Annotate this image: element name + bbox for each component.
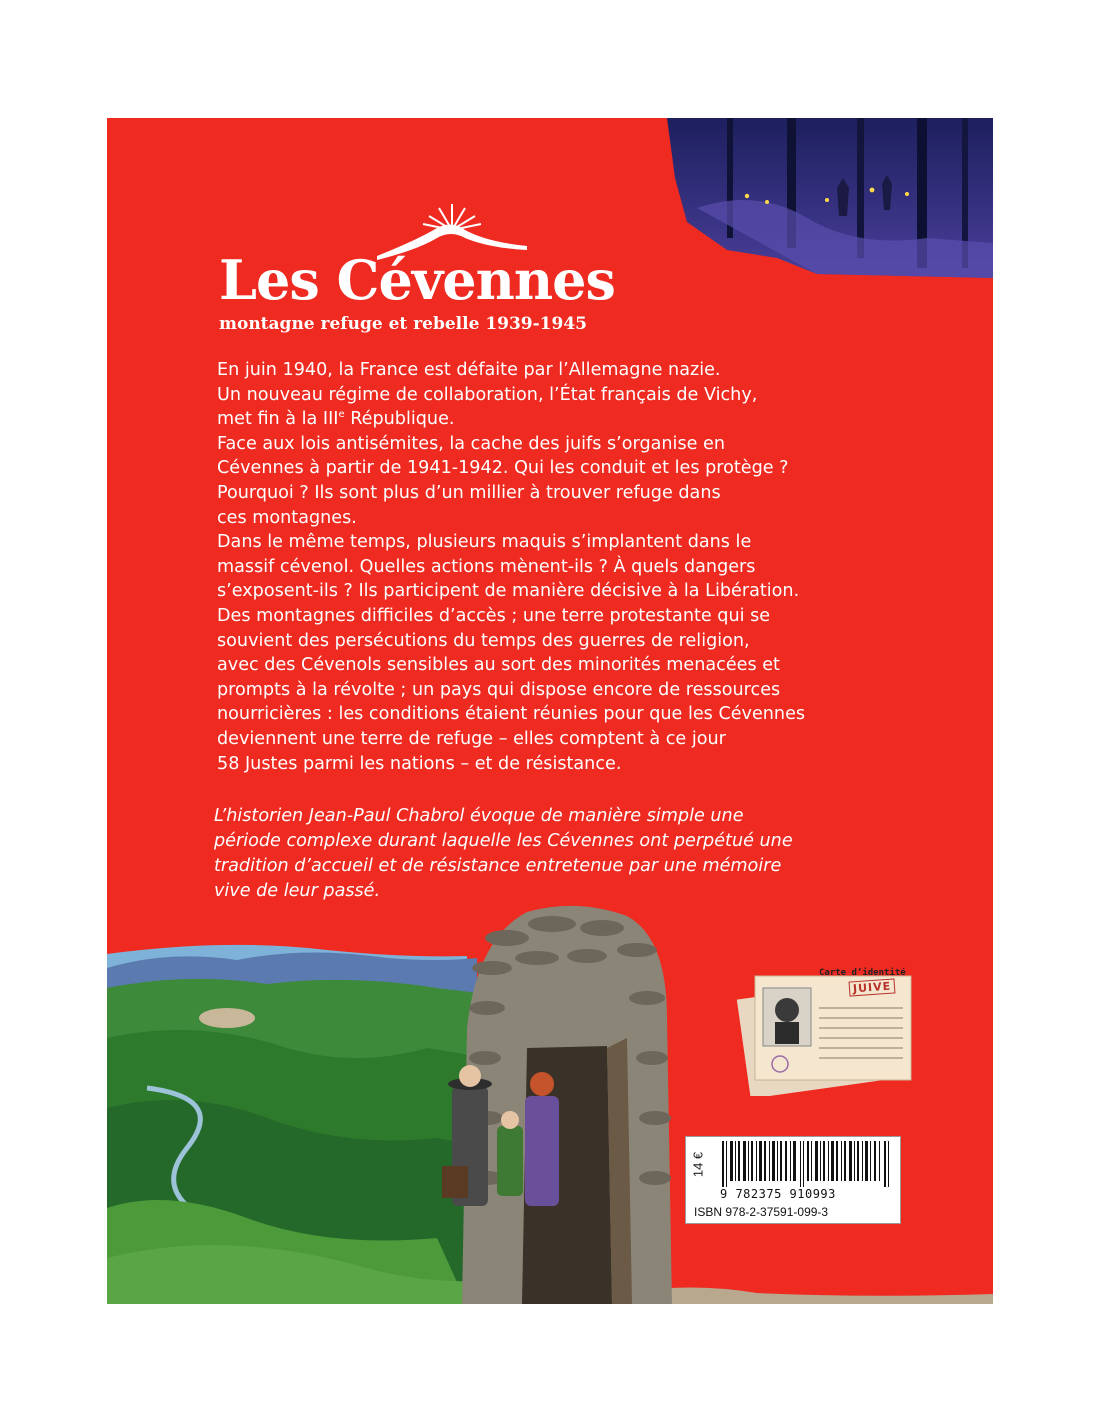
barcode-digits: 9 782375 910993 (720, 1187, 836, 1201)
summary-line: souvient des persécutions du temps des guerres de religion, (217, 630, 750, 651)
summary-line: prompts à la révolte ; un pays qui dispose encore de ressources (217, 679, 781, 700)
barcode-icon (720, 1141, 894, 1187)
summary-line: Des montagnes difficiles d’accès ; une terre protestante qui se (217, 605, 771, 626)
summary-line: massif cévenol. Quelles actions mènent-ils ? À quels dangers (217, 556, 756, 577)
barcode-panel (685, 1136, 901, 1224)
summary-line: Pourquoi ? Ils sont plus d’un millier à trouver refuge dans (217, 482, 721, 503)
summary-line: deviennent une terre de refuge – elles comptent à ce jour (217, 728, 726, 749)
summary-line: Face aux lois antisémites, la cache des juifs s’organise en (217, 433, 726, 454)
author-line: vive de leur passé. (214, 881, 381, 901)
summary-line: Cévennes à partir de 1941-1942. Qui les conduit et les protège ? (217, 458, 789, 479)
id-card-stamp: JUIVE (849, 978, 896, 996)
id-card-title: Carte d’identité (819, 968, 906, 978)
summary-line: En juin 1940, la France est défaite par l’Allemagne nazie. (217, 360, 721, 380)
night-forest-illustration (667, 118, 993, 278)
cevennes-landscape-illustration (107, 898, 993, 1304)
summary-line: s’exposent-ils ? Ils participent de manière décisive à la Libération. (217, 581, 800, 602)
summary-line: 58 Justes parmi les nations – et de résistance. (217, 753, 622, 774)
author-line: tradition d’accueil et de résistance entretenue par une mémoire (214, 856, 782, 876)
summary-line: Un nouveau régime de collaboration, l’État français de Vichy, (217, 384, 758, 405)
summary-line: Dans le même temps, plusieurs maquis s’implantent dans le (217, 532, 752, 553)
author-line: période complexe durant laquelle les Cévennes ont perpétué une (214, 831, 793, 851)
summary-line: ces montagnes. (217, 507, 357, 528)
summary-text (217, 358, 907, 776)
summary-line: met fin à la IIIe République. (217, 409, 455, 430)
author-blurb (214, 804, 904, 904)
book-back-cover (107, 118, 993, 1304)
book-title: Les Cévennes (219, 248, 615, 312)
summary-line: nourricières : les conditions étaient réunies pour que les Cévennes (217, 704, 806, 725)
isbn-number: ISBN 978-2-37591-099-3 (694, 1205, 829, 1219)
price-label: 14 € (690, 1151, 706, 1178)
summary-line: avec des Cévenols sensibles au sort des minorités menacées et (217, 655, 780, 676)
author-line: L’historien Jean-Paul Chabrol évoque de manière simple une (214, 806, 744, 826)
book-subtitle: montagne refuge et rebelle 1939-1945 (219, 314, 587, 334)
